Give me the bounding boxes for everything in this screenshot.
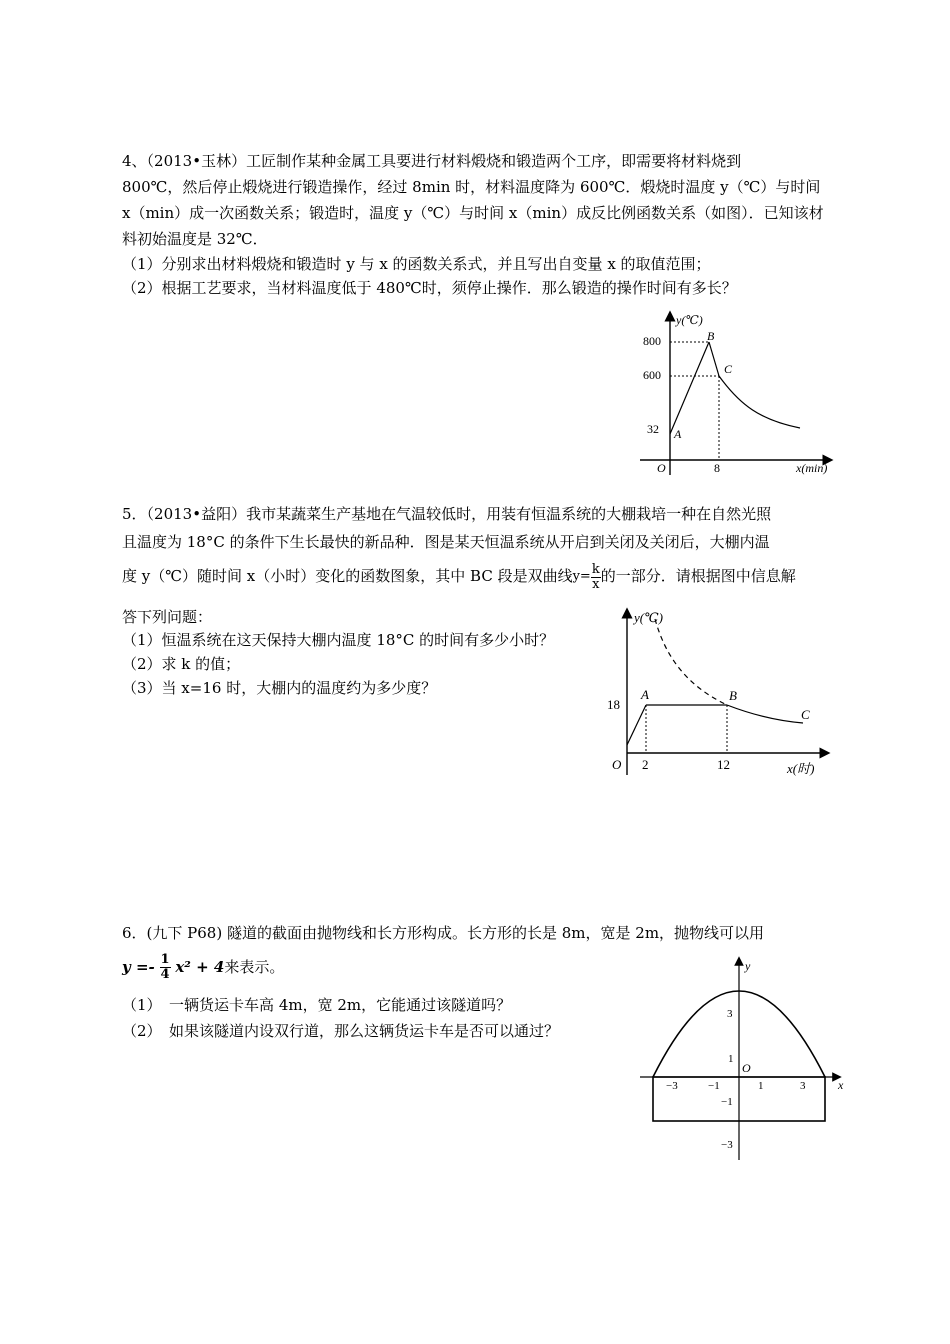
q6-formula-rhs: x² + 4 (175, 958, 225, 976)
q4-point-C: C (724, 362, 733, 376)
question-4 (122, 148, 834, 300)
q4-origin-label: O (657, 461, 666, 475)
q6-origin-label: O (742, 1061, 751, 1075)
q4-line-BC (709, 342, 719, 376)
q6-y-tick-neg3: −3 (721, 1139, 733, 1151)
q4-x-tick-8: 8 (714, 461, 720, 475)
q5-text: 度 y（℃）随时间 x（小时）变化的函数图象，其中 BC 段是双曲线 (122, 567, 573, 585)
q6-fraction-numerator: 1 (160, 951, 170, 967)
q6-graph (635, 955, 850, 1165)
q4-y-tick-32: 32 (647, 422, 659, 436)
q4-text-line: 料初始温度是 32℃． (122, 230, 268, 248)
q6-subquestion-1: （1） 一辆货运卡车高 4m，宽 2m，它能通过该隧道吗？ (122, 996, 512, 1014)
q5-y-tick-18: 18 (607, 697, 620, 712)
q5-text-line (122, 556, 834, 600)
q5-fraction-denominator: x (592, 576, 600, 592)
q5-point-A: A (641, 687, 649, 702)
q6-fraction-denominator: 4 (160, 966, 170, 982)
q5-curve-BC (727, 705, 803, 723)
q5-subquestion-1: （1）恒温系统在这天保持大棚内温度 18°C 的时间有多少小时？ (122, 631, 555, 649)
q6-y-tick-3: 3 (727, 1008, 733, 1020)
q5-text-line: 答下列问题： (122, 608, 213, 626)
q5-fraction (591, 563, 601, 592)
q6-y-axis-label: y (745, 959, 751, 973)
q6-x-tick-3: 3 (800, 1080, 806, 1092)
q5-fraction-numerator: k (591, 561, 600, 577)
q5-text: 的一部分．请根据图中信息解 (600, 567, 796, 585)
q4-text-line: x（min）成一次函数关系；锻造时，温度 y（℃）与时间 x（min）成反比例函数关系（如图）．已知该材 (122, 204, 824, 222)
q4-curve-after-C (719, 376, 800, 428)
q4-y-tick-600: 600 (643, 368, 661, 382)
q5-subquestion-3: （3）当 x=16 时，大棚内的温度约为多少度？ (122, 679, 437, 697)
q6-x-tick-1: 1 (758, 1080, 764, 1092)
q4-y-tick-800: 800 (643, 334, 661, 348)
q6-y-tick-neg1: −1 (721, 1096, 733, 1108)
q6-x-tick-neg3: −3 (666, 1080, 678, 1092)
q4-point-B: B (707, 329, 715, 343)
q4-line-AB (670, 342, 709, 434)
q5-x-tick-12: 12 (717, 757, 730, 772)
q6-y-tick-1: 1 (728, 1053, 734, 1065)
q5-point-B: B (729, 688, 737, 703)
q5-y-axis-label: y(℃) (634, 610, 663, 625)
q6-fraction (160, 953, 171, 982)
q6-text-line: 6．(九下 P68) 隧道的截面由抛物线和长方形构成。长方形的长是 8m，宽是 2m，抛物线可以用 (122, 924, 765, 942)
q5-graph (603, 605, 838, 785)
q6-x-axis-label: x (838, 1078, 844, 1092)
q5-dashed-hyperbola (655, 619, 727, 705)
q4-text-line: 4、（2013•玉林）工匠制作某种金属工具要进行材料煅烧和锻造两个工序，即需要将材料烧到 (122, 152, 742, 170)
q5-origin-label: O (612, 757, 622, 772)
q4-graph (630, 310, 845, 480)
q6-text: 来表示。 (224, 958, 285, 976)
q5-point-C: C (801, 707, 810, 722)
q5-warmup-line (627, 705, 646, 745)
q4-y-axis-label: y(℃) (676, 313, 703, 327)
q6-subquestion-2: （2） 如果该隧道内设双行道，那么这辆货运卡车是否可以通过？ (122, 1022, 560, 1040)
q4-point-A: A (674, 427, 682, 441)
q5-subquestion-2: （2）求 k 的值； (122, 655, 241, 673)
q4-text-line: 800℃，然后停止煅烧进行锻造操作，经过 8min 时，材料温度降为 600℃．煅烧时温度 y（℃）与时间 (122, 178, 821, 196)
q5-text-line: 且温度为 18°C 的条件下生长最快的新品种．图是某天恒温系统从开启到关闭及关闭后，大棚内温 (122, 533, 770, 551)
q6-x-tick-neg1: −1 (708, 1080, 720, 1092)
q6-formula-lhs: y =- (122, 958, 155, 976)
q5-text-line: 5．（2013•益阳）我市某蔬菜生产基地在气温较低时，用装有恒温系统的大棚栽培一种在自然光照 (122, 505, 772, 523)
q4-subquestion-2: （2）根据工艺要求，当材料温度低于 480℃时，须停止操作．那么锻造的操作时间有多长？ (122, 279, 737, 297)
q4-subquestion-1: （1）分别求出材料煅烧和锻造时 y 与 x 的函数关系式，并且写出自变量 x 的取值范围； (122, 255, 711, 273)
q5-x-tick-2: 2 (642, 757, 649, 772)
q4-x-axis-label: x(min) (796, 461, 828, 475)
q5-formula-lhs: y= (572, 569, 591, 584)
q5-x-axis-label: x(时) (787, 761, 815, 776)
